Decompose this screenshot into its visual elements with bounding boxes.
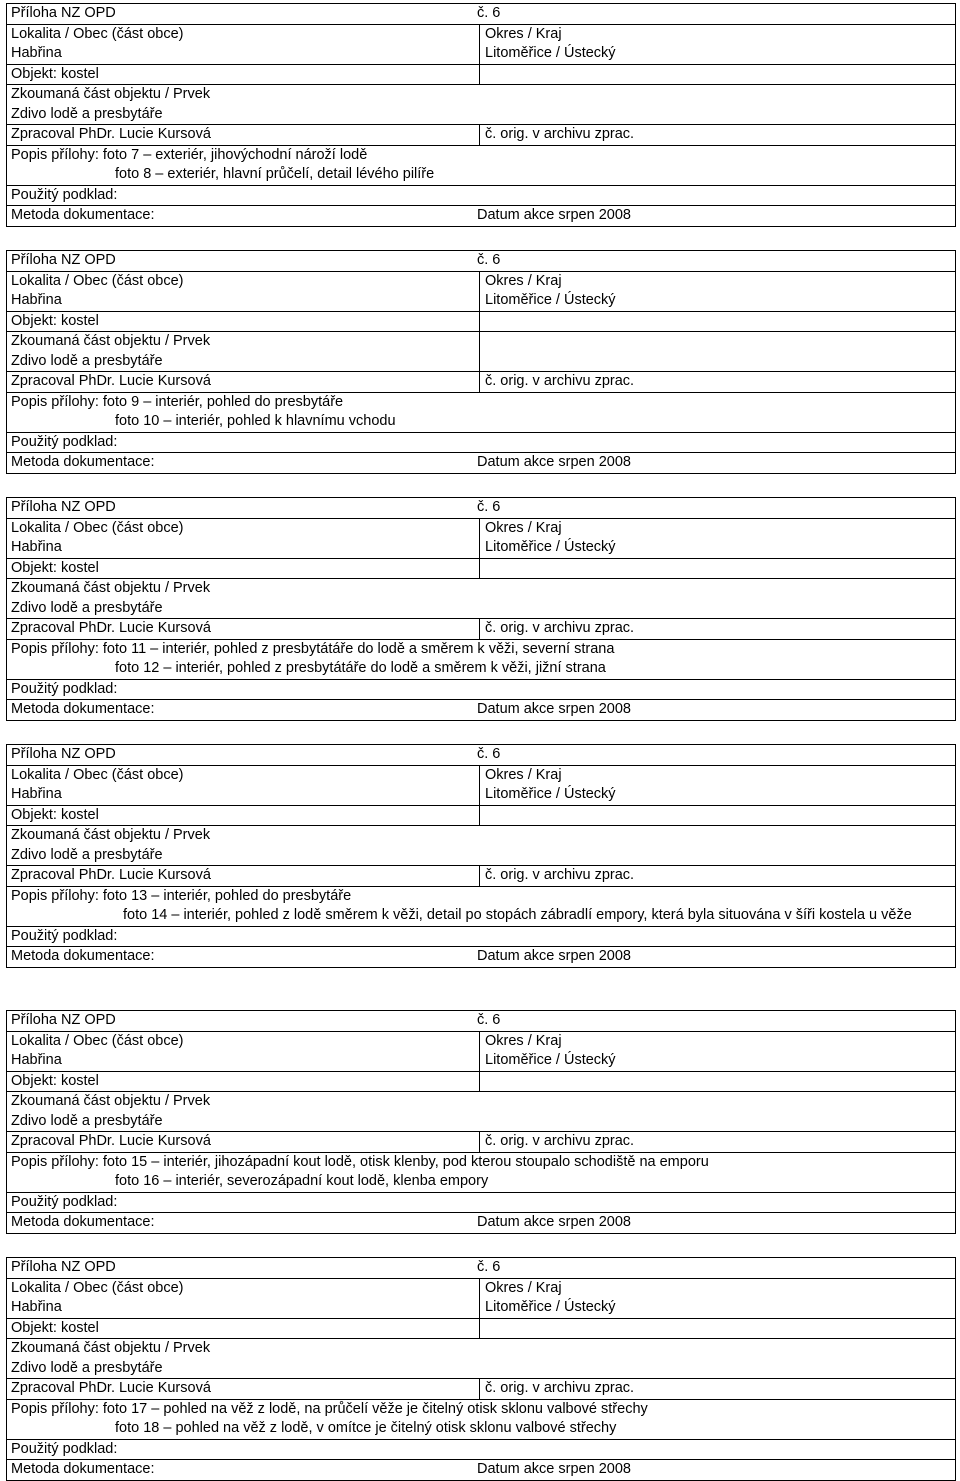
lokalita-row <box>7 1032 955 1072</box>
obec-value: Habřina <box>11 1299 62 1315</box>
zkoumana-row <box>7 1092 955 1132</box>
priloha-label: Příloha NZ OPD <box>11 1259 116 1275</box>
objekt-row <box>7 1319 955 1340</box>
metoda-label: Metoda dokumentace: <box>11 701 155 717</box>
popis-line-2: foto 12 – interiér, pohled z presbytátáře do lodě a směrem k věži, jižní strana <box>115 660 606 676</box>
obec-value: Habřina <box>11 292 62 308</box>
podklad-row <box>7 186 955 207</box>
lokalita-row <box>7 1279 955 1319</box>
okres-value: Litoměřice / Ústecký <box>485 292 616 308</box>
zpracoval-label: Zpracoval <box>11 1380 75 1396</box>
zpracoval-row <box>7 372 955 393</box>
cislo-label: č. 6 <box>477 499 501 515</box>
datum-label: Datum akce srpen 2008 <box>477 948 631 964</box>
popis-label: Popis přílohy: <box>11 1153 99 1170</box>
zpracoval-row <box>7 1132 955 1153</box>
zpracovatel-value: PhDr. Lucie Kursová <box>78 373 211 389</box>
okres-label: Okres / Kraj <box>485 25 562 42</box>
document-card <box>6 1257 956 1481</box>
popis-row <box>7 1153 955 1193</box>
metoda-label: Metoda dokumentace: <box>11 207 155 223</box>
prvek-value: Zdivo lodě a presbytáře <box>11 846 163 863</box>
podklad-label: Použitý podklad: <box>11 433 118 450</box>
okres-value: Litoměřice / Ústecký <box>485 539 616 555</box>
zkoumana-label: Zkoumaná část objektu / Prvek <box>11 1340 211 1356</box>
obec-value: Habřina <box>11 539 62 555</box>
obec-value: Habřina <box>11 45 62 61</box>
prvek-value: Zdivo lodě a presbytáře <box>11 1112 163 1129</box>
orig-label: č. orig. v archivu zprac. <box>485 126 635 142</box>
podklad-row <box>7 433 955 454</box>
header-row <box>7 1258 955 1279</box>
objekt-value: kostel <box>60 559 99 576</box>
popis-line-1: foto 7 – exteriér, jihovýchodní nároží lodě <box>102 146 368 163</box>
popis-row <box>7 146 955 186</box>
okres-value: Litoměřice / Ústecký <box>485 1299 616 1315</box>
cislo-label: č. 6 <box>477 5 501 21</box>
metoda-label: Metoda dokumentace: <box>11 454 155 470</box>
objekt-label: Objekt: <box>11 1072 57 1089</box>
lokalita-label: Lokalita / Obec (část obce) <box>11 766 184 783</box>
document-card <box>6 1010 956 1234</box>
podklad-row <box>7 680 955 701</box>
prvek-value: Zdivo lodě a presbytáře <box>11 105 163 122</box>
header-row <box>7 251 955 272</box>
metoda-row <box>7 1460 955 1480</box>
okres-label: Okres / Kraj <box>485 519 562 536</box>
objekt-label: Objekt: <box>11 806 57 823</box>
orig-label: č. orig. v archivu zprac. <box>485 373 635 389</box>
objekt-value: kostel <box>60 65 99 82</box>
zkoumana-label: Zkoumaná část objektu / Prvek <box>11 333 211 349</box>
popis-line-2: foto 18 – pohled na věž z lodě, v omítce je čitelný otisk sklonu valbové střechy <box>115 1420 617 1436</box>
popis-label: Popis přílohy: <box>11 887 99 904</box>
obec-value: Habřina <box>11 1052 62 1068</box>
popis-label: Popis přílohy: <box>11 1400 99 1417</box>
objekt-row <box>7 65 955 86</box>
objekt-value: kostel <box>60 806 99 823</box>
zpracoval-label: Zpracoval <box>11 126 75 142</box>
header-row <box>7 4 955 25</box>
obec-value: Habřina <box>11 786 62 802</box>
okres-value: Litoměřice / Ústecký <box>485 1052 616 1068</box>
popis-line-1: foto 13 – interiér, pohled do presbytáře <box>102 887 352 904</box>
prvek-value: Zdivo lodě a presbytáře <box>11 599 163 616</box>
popis-row <box>7 887 955 927</box>
objekt-row <box>7 806 955 827</box>
zpracoval-label: Zpracoval <box>11 1133 75 1149</box>
header-row <box>7 1011 955 1032</box>
popis-line-1: foto 9 – interiér, pohled do presbytáře <box>102 393 344 410</box>
podklad-row <box>7 1193 955 1214</box>
popis-line-1: foto 15 – interiér, jihozápadní kout lodě, otisk klenby, pod kterou stoupalo schodiště na emporu <box>102 1153 709 1170</box>
objekt-row <box>7 312 955 333</box>
podklad-label: Použitý podklad: <box>11 680 118 697</box>
header-row <box>7 498 955 519</box>
objekt-label: Objekt: <box>11 312 57 329</box>
datum-label: Datum akce srpen 2008 <box>477 1214 631 1230</box>
zpracoval-row <box>7 866 955 887</box>
popis-line-2: foto 10 – interiér, pohled k hlavnímu vchodu <box>115 413 396 429</box>
document-card <box>6 250 956 474</box>
popis-line-2: foto 16 – interiér, severozápadní kout lodě, klenba empory <box>115 1173 489 1189</box>
objekt-label: Objekt: <box>11 1319 57 1336</box>
popis-label: Popis přílohy: <box>11 393 99 410</box>
popis-row <box>7 1400 955 1440</box>
metoda-label: Metoda dokumentace: <box>11 948 155 964</box>
orig-label: č. orig. v archivu zprac. <box>485 867 635 883</box>
document-card <box>6 744 956 968</box>
lokalita-label: Lokalita / Obec (část obce) <box>11 25 184 42</box>
popis-line-2: foto 14 – interiér, pohled z lodě směrem k věži, detail po stopách zábradlí empory, která byla situována v šíři kostela u věže <box>123 907 912 923</box>
zpracoval-label: Zpracoval <box>11 867 75 883</box>
priloha-label: Příloha NZ OPD <box>11 1012 116 1028</box>
priloha-label: Příloha NZ OPD <box>11 499 116 515</box>
objekt-value: kostel <box>60 1319 99 1336</box>
zpracoval-label: Zpracoval <box>11 620 75 636</box>
popis-label: Popis přílohy: <box>11 640 99 657</box>
datum-label: Datum akce srpen 2008 <box>477 454 631 470</box>
lokalita-row <box>7 272 955 312</box>
zpracoval-row <box>7 619 955 640</box>
objekt-row <box>7 559 955 580</box>
popis-line-1: foto 17 – pohled na věž z lodě, na průčelí věže je čitelný otisk sklonu valbové střechy <box>102 1400 648 1417</box>
objekt-label: Objekt: <box>11 65 57 82</box>
zkoumana-label: Zkoumaná část objektu / Prvek <box>11 580 211 596</box>
podklad-row <box>7 1440 955 1461</box>
orig-label: č. orig. v archivu zprac. <box>485 620 635 636</box>
popis-line-1: foto 11 – interiér, pohled z presbytátáře do lodě a směrem k věži, severní strana <box>102 640 615 657</box>
okres-label: Okres / Kraj <box>485 272 562 289</box>
zpracovatel-value: PhDr. Lucie Kursová <box>78 867 211 883</box>
okres-value: Litoměřice / Ústecký <box>485 786 616 802</box>
cislo-label: č. 6 <box>477 1259 501 1275</box>
zpracovatel-value: PhDr. Lucie Kursová <box>78 1380 211 1396</box>
priloha-label: Příloha NZ OPD <box>11 252 116 268</box>
orig-label: č. orig. v archivu zprac. <box>485 1133 635 1149</box>
popis-row <box>7 393 955 433</box>
popis-row <box>7 640 955 680</box>
zkoumana-label: Zkoumaná část objektu / Prvek <box>11 827 211 843</box>
zpracoval-row <box>7 125 955 146</box>
cislo-label: č. 6 <box>477 746 501 762</box>
lokalita-label: Lokalita / Obec (část obce) <box>11 272 184 289</box>
podklad-label: Použitý podklad: <box>11 1193 118 1210</box>
document-card <box>6 497 956 721</box>
metoda-row <box>7 947 955 967</box>
lokalita-row <box>7 25 955 65</box>
metoda-label: Metoda dokumentace: <box>11 1214 155 1230</box>
header-row <box>7 745 955 766</box>
cislo-label: č. 6 <box>477 1012 501 1028</box>
prvek-value: Zdivo lodě a presbytáře <box>11 1359 163 1376</box>
lokalita-label: Lokalita / Obec (část obce) <box>11 1032 184 1049</box>
podklad-label: Použitý podklad: <box>11 186 118 203</box>
okres-label: Okres / Kraj <box>485 1279 562 1296</box>
objekt-value: kostel <box>60 312 99 329</box>
zpracoval-row <box>7 1379 955 1400</box>
metoda-row <box>7 453 955 473</box>
prvek-value: Zdivo lodě a presbytáře <box>11 352 163 369</box>
zkoumana-label: Zkoumaná část objektu / Prvek <box>11 86 211 102</box>
datum-label: Datum akce srpen 2008 <box>477 1461 631 1477</box>
objekt-row <box>7 1072 955 1093</box>
okres-value: Litoměřice / Ústecký <box>485 45 616 61</box>
lokalita-row <box>7 766 955 806</box>
zpracovatel-value: PhDr. Lucie Kursová <box>78 1133 211 1149</box>
okres-label: Okres / Kraj <box>485 1032 562 1049</box>
orig-label: č. orig. v archivu zprac. <box>485 1380 635 1396</box>
objekt-value: kostel <box>60 1072 99 1089</box>
zkoumana-row <box>7 579 955 619</box>
metoda-label: Metoda dokumentace: <box>11 1461 155 1477</box>
metoda-row <box>7 206 955 226</box>
datum-label: Datum akce srpen 2008 <box>477 207 631 223</box>
document-card <box>6 3 956 227</box>
zkoumana-row <box>7 332 955 372</box>
okres-label: Okres / Kraj <box>485 766 562 783</box>
popis-line-2: foto 8 – exteriér, hlavní průčelí, detail lévého pilíře <box>115 166 435 182</box>
lokalita-row <box>7 519 955 559</box>
metoda-row <box>7 1213 955 1233</box>
priloha-label: Příloha NZ OPD <box>11 746 116 762</box>
cislo-label: č. 6 <box>477 252 501 268</box>
podklad-row <box>7 927 955 948</box>
zpracovatel-value: PhDr. Lucie Kursová <box>78 126 211 142</box>
podklad-label: Použitý podklad: <box>11 1440 118 1457</box>
zkoumana-row <box>7 85 955 125</box>
zpracoval-label: Zpracoval <box>11 373 75 389</box>
lokalita-label: Lokalita / Obec (část obce) <box>11 519 184 536</box>
zkoumana-row <box>7 826 955 866</box>
objekt-label: Objekt: <box>11 559 57 576</box>
datum-label: Datum akce srpen 2008 <box>477 701 631 717</box>
lokalita-label: Lokalita / Obec (část obce) <box>11 1279 184 1296</box>
metoda-row <box>7 700 955 720</box>
priloha-label: Příloha NZ OPD <box>11 5 116 21</box>
zkoumana-label: Zkoumaná část objektu / Prvek <box>11 1093 211 1109</box>
zpracovatel-value: PhDr. Lucie Kursová <box>78 620 211 636</box>
podklad-label: Použitý podklad: <box>11 927 118 944</box>
popis-label: Popis přílohy: <box>11 146 99 163</box>
zkoumana-row <box>7 1339 955 1379</box>
